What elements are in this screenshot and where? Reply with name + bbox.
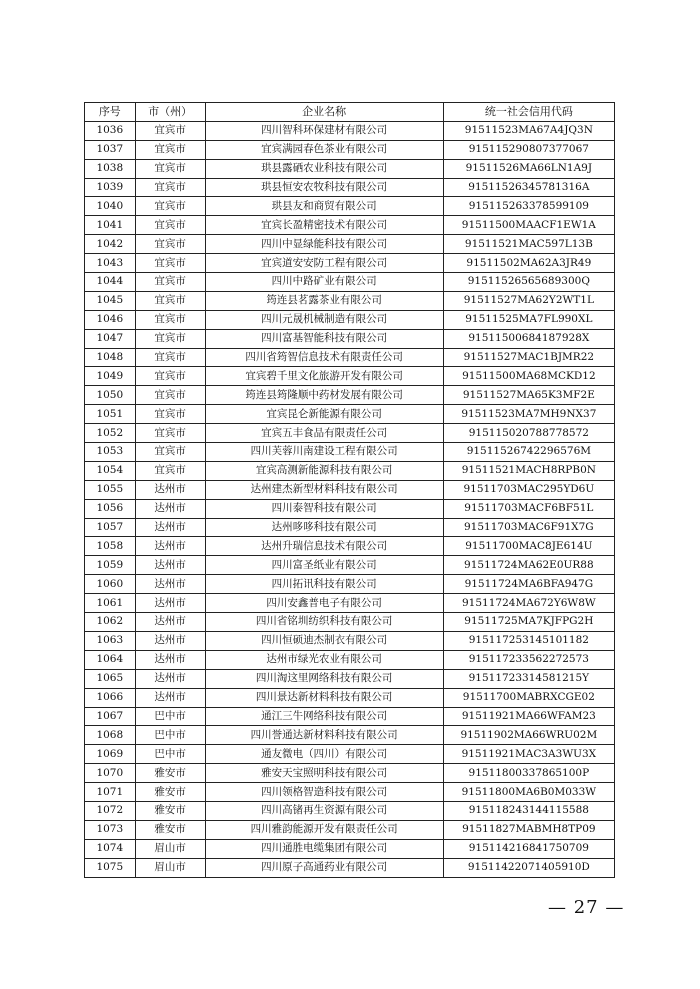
city-cell: 宜宾市: [135, 254, 205, 273]
credit-code-cell: 91511902MA66WRU02M: [443, 726, 614, 745]
serial-cell: 1067: [85, 707, 136, 726]
table-row: [85, 537, 615, 556]
company-cell: 珙县露硒农业科技有限公司: [205, 159, 443, 178]
credit-code-cell: 91511526565689300Q: [443, 273, 614, 292]
serial-cell: 1050: [85, 386, 136, 405]
table-row: [85, 839, 615, 858]
serial-cell: 1055: [85, 480, 136, 499]
table-row: [85, 310, 615, 329]
company-cell: 宜宾昆仑新能源有限公司: [205, 405, 443, 424]
table-row: [85, 121, 615, 140]
credit-code-cell: 91511500MA68MCKD12: [443, 367, 614, 386]
credit-code-cell: 91511703MAC6F91X7G: [443, 518, 614, 537]
company-cell: 四川芙蓉川南建设工程有限公司: [205, 443, 443, 462]
table-row: [85, 858, 615, 877]
serial-cell: 1070: [85, 764, 136, 783]
credit-code-cell: 91511724MA672Y6W8W: [443, 594, 614, 613]
company-cell: 四川富基智能科技有限公司: [205, 329, 443, 348]
serial-cell: 1061: [85, 594, 136, 613]
company-cell: 四川元晟机械制造有限公司: [205, 310, 443, 329]
serial-cell: 1075: [85, 858, 136, 877]
header-credit-code: 统一社会信用代码: [443, 103, 614, 122]
table-row: [85, 367, 615, 386]
company-cell: 四川中显绿能科技有限公司: [205, 235, 443, 254]
credit-code-cell: 91511724MA62E0UR88: [443, 556, 614, 575]
credit-code-cell: 91511700MAC8JE614U: [443, 537, 614, 556]
credit-code-cell: 91511527MA62Y2WT1L: [443, 291, 614, 310]
credit-code-cell: 91511921MA66WFAM23: [443, 707, 614, 726]
city-cell: 达州市: [135, 499, 205, 518]
table-row: [85, 140, 615, 159]
company-cell: 四川领格智造科技有限公司: [205, 783, 443, 802]
serial-cell: 1045: [85, 291, 136, 310]
credit-code-cell: 91511521MAC597L13B: [443, 235, 614, 254]
company-cell: 四川智科环保建材有限公司: [205, 121, 443, 140]
credit-code-cell: 915114216841750709: [443, 839, 614, 858]
table-row: [85, 386, 615, 405]
serial-cell: 1069: [85, 745, 136, 764]
company-cell: 宜宾五丰食品有限责任公司: [205, 424, 443, 443]
credit-code-cell: 91511527MA65K3MF2E: [443, 386, 614, 405]
credit-code-cell: 91511502MA62A3JR49: [443, 254, 614, 273]
table-row: [85, 235, 615, 254]
city-cell: 达州市: [135, 631, 205, 650]
company-cell: 宜宾满园春色茶业有限公司: [205, 140, 443, 159]
city-cell: 宜宾市: [135, 140, 205, 159]
credit-code-cell: 91511700MABRXCGE02: [443, 688, 614, 707]
table-row: [85, 348, 615, 367]
table-row: [85, 688, 615, 707]
credit-code-cell: 91511921MAC3A3WU3X: [443, 745, 614, 764]
credit-code-cell: 91511525MA7FL990XL: [443, 310, 614, 329]
table-row: [85, 783, 615, 802]
serial-cell: 1041: [85, 216, 136, 235]
serial-cell: 1056: [85, 499, 136, 518]
city-cell: 巴中市: [135, 745, 205, 764]
credit-code-cell: 915118243144115588: [443, 801, 614, 820]
credit-code-cell: 91511526742296576M: [443, 443, 614, 462]
city-cell: 雅安市: [135, 820, 205, 839]
company-cell: 宜宾碧千里文化旅游开发有限公司: [205, 367, 443, 386]
company-cell: 达州建杰新型材料科技有限公司: [205, 480, 443, 499]
table-row: [85, 405, 615, 424]
serial-cell: 1042: [85, 235, 136, 254]
credit-code-cell: 91511703MACF6BF51L: [443, 499, 614, 518]
page-number: — 27 —: [548, 897, 625, 918]
city-cell: 达州市: [135, 556, 205, 575]
table-row: [85, 575, 615, 594]
company-cell: 四川誉通达新材料科技有限公司: [205, 726, 443, 745]
company-cell: 四川泰智科技有限公司: [205, 499, 443, 518]
city-cell: 达州市: [135, 669, 205, 688]
credit-code-cell: 91511725MA7KJFPG2H: [443, 613, 614, 632]
serial-cell: 1060: [85, 575, 136, 594]
header-city: 市（州）: [135, 103, 205, 122]
credit-code-cell: 915117233562272573: [443, 650, 614, 669]
serial-cell: 1057: [85, 518, 136, 537]
table-row: [85, 443, 615, 462]
table-row: [85, 461, 615, 480]
credit-code-cell: 915117253145101182: [443, 631, 614, 650]
serial-cell: 1043: [85, 254, 136, 273]
credit-code-cell: 91511521MACH8RPB0N: [443, 461, 614, 480]
serial-cell: 1065: [85, 669, 136, 688]
credit-code-cell: 91511523MA7MH9NX37: [443, 405, 614, 424]
serial-cell: 1049: [85, 367, 136, 386]
company-cell: 四川省铭圳纺织科技有限公司: [205, 613, 443, 632]
credit-code-cell: 91511526345781316A: [443, 178, 614, 197]
company-cell: 四川富圣纸业有限公司: [205, 556, 443, 575]
city-cell: 宜宾市: [135, 310, 205, 329]
table-row: [85, 518, 615, 537]
credit-code-cell: 91511523MA67A4JQ3N: [443, 121, 614, 140]
table-row: [85, 650, 615, 669]
serial-cell: 1046: [85, 310, 136, 329]
company-cell: 四川中路矿业有限公司: [205, 273, 443, 292]
company-cell: 四川拓讯科技有限公司: [205, 575, 443, 594]
enterprise-table: [84, 102, 615, 878]
city-cell: 巴中市: [135, 707, 205, 726]
table-row: [85, 745, 615, 764]
credit-code-cell: 91511724MA6BFA947G: [443, 575, 614, 594]
table-row: [85, 159, 615, 178]
city-cell: 巴中市: [135, 726, 205, 745]
serial-cell: 1068: [85, 726, 136, 745]
table-row: [85, 820, 615, 839]
company-cell: 四川安鑫普电子有限公司: [205, 594, 443, 613]
table-row: [85, 764, 615, 783]
company-cell: 通友微电（四川）有限公司: [205, 745, 443, 764]
serial-cell: 1044: [85, 273, 136, 292]
city-cell: 宜宾市: [135, 348, 205, 367]
city-cell: 达州市: [135, 688, 205, 707]
city-cell: 宜宾市: [135, 291, 205, 310]
city-cell: 宜宾市: [135, 367, 205, 386]
company-cell: 达州市绿光农业有限公司: [205, 650, 443, 669]
credit-code-cell: 91511827MABMH8TP09: [443, 820, 614, 839]
city-cell: 宜宾市: [135, 273, 205, 292]
serial-cell: 1053: [85, 443, 136, 462]
credit-code-cell: 91511527MAC1BJMR22: [443, 348, 614, 367]
table-row: [85, 273, 615, 292]
serial-cell: 1037: [85, 140, 136, 159]
credit-code-cell: 91511500684187928X: [443, 329, 614, 348]
company-cell: 四川雅韵能源开发有限责任公司: [205, 820, 443, 839]
table-row: [85, 178, 615, 197]
company-cell: 宜宾道安安防工程有限公司: [205, 254, 443, 273]
serial-cell: 1064: [85, 650, 136, 669]
city-cell: 雅安市: [135, 764, 205, 783]
table-row: [85, 424, 615, 443]
serial-cell: 1072: [85, 801, 136, 820]
company-cell: 雅安天宝照明科技有限公司: [205, 764, 443, 783]
credit-code-cell: 91511800MA6B0M033W: [443, 783, 614, 802]
serial-cell: 1040: [85, 197, 136, 216]
city-cell: 宜宾市: [135, 386, 205, 405]
city-cell: 宜宾市: [135, 178, 205, 197]
credit-code-cell: 91511526MA66LN1A9J: [443, 159, 614, 178]
table-row: [85, 631, 615, 650]
table-row: [85, 707, 615, 726]
serial-cell: 1038: [85, 159, 136, 178]
credit-code-cell: 91511422071405910D: [443, 858, 614, 877]
table-row: [85, 556, 615, 575]
credit-code-cell: 915115290807377067: [443, 140, 614, 159]
credit-code-cell: 91511500MAACF1EW1A: [443, 216, 614, 235]
table-row: [85, 254, 615, 273]
company-cell: 通江三牛网络科技有限公司: [205, 707, 443, 726]
city-cell: 达州市: [135, 537, 205, 556]
city-cell: 达州市: [135, 575, 205, 594]
serial-cell: 1058: [85, 537, 136, 556]
company-cell: 四川淘这里网络科技有限公司: [205, 669, 443, 688]
city-cell: 眉山市: [135, 858, 205, 877]
table-row: [85, 669, 615, 688]
table-row: [85, 329, 615, 348]
city-cell: 宜宾市: [135, 159, 205, 178]
serial-cell: 1059: [85, 556, 136, 575]
company-cell: 四川景达新材料科技有限公司: [205, 688, 443, 707]
table-row: [85, 801, 615, 820]
city-cell: 眉山市: [135, 839, 205, 858]
city-cell: 雅安市: [135, 783, 205, 802]
serial-cell: 1073: [85, 820, 136, 839]
table-header-row: [85, 103, 615, 122]
serial-cell: 1039: [85, 178, 136, 197]
serial-cell: 1047: [85, 329, 136, 348]
table-row: [85, 197, 615, 216]
serial-cell: 1054: [85, 461, 136, 480]
company-cell: 筠连县筠隆顺中药材发展有限公司: [205, 386, 443, 405]
city-cell: 达州市: [135, 594, 205, 613]
serial-cell: 1066: [85, 688, 136, 707]
city-cell: 达州市: [135, 480, 205, 499]
city-cell: 宜宾市: [135, 461, 205, 480]
company-cell: 达州升瑞信息技术有限公司: [205, 537, 443, 556]
company-cell: 珙县友和商贸有限公司: [205, 197, 443, 216]
company-cell: 宜宾高测新能源科技有限公司: [205, 461, 443, 480]
city-cell: 宜宾市: [135, 197, 205, 216]
company-cell: 四川高锗再生资源有限公司: [205, 801, 443, 820]
credit-code-cell: 91511800337865100P: [443, 764, 614, 783]
city-cell: 宜宾市: [135, 235, 205, 254]
header-serial: 序号: [85, 103, 136, 122]
table-row: [85, 613, 615, 632]
serial-cell: 1036: [85, 121, 136, 140]
company-cell: 四川省筠智信息技术有限责任公司: [205, 348, 443, 367]
city-cell: 达州市: [135, 613, 205, 632]
credit-code-cell: 915115263378599109: [443, 197, 614, 216]
company-cell: 四川通胜电缆集团有限公司: [205, 839, 443, 858]
table-row: [85, 726, 615, 745]
table-row: [85, 594, 615, 613]
city-cell: 宜宾市: [135, 443, 205, 462]
serial-cell: 1071: [85, 783, 136, 802]
serial-cell: 1063: [85, 631, 136, 650]
company-cell: 四川原子高通药业有限公司: [205, 858, 443, 877]
credit-code-cell: 915115020788778572: [443, 424, 614, 443]
serial-cell: 1062: [85, 613, 136, 632]
city-cell: 宜宾市: [135, 405, 205, 424]
city-cell: 达州市: [135, 650, 205, 669]
table-row: [85, 499, 615, 518]
city-cell: 雅安市: [135, 801, 205, 820]
city-cell: 宜宾市: [135, 424, 205, 443]
table-row: [85, 480, 615, 499]
table-row: [85, 216, 615, 235]
serial-cell: 1074: [85, 839, 136, 858]
header-company: 企业名称: [205, 103, 443, 122]
credit-code-cell: 91511723314581215Y: [443, 669, 614, 688]
serial-cell: 1051: [85, 405, 136, 424]
company-cell: 达州哆哆科技有限公司: [205, 518, 443, 537]
city-cell: 宜宾市: [135, 329, 205, 348]
company-cell: 宜宾长盈精密技术有限公司: [205, 216, 443, 235]
company-cell: 筠连县茗露茶业有限公司: [205, 291, 443, 310]
company-cell: 四川恒硕迪杰制衣有限公司: [205, 631, 443, 650]
serial-cell: 1048: [85, 348, 136, 367]
table-body: [85, 121, 615, 877]
company-cell: 珙县恒安农牧科技有限公司: [205, 178, 443, 197]
table-row: [85, 291, 615, 310]
serial-cell: 1052: [85, 424, 136, 443]
credit-code-cell: 91511703MAC295YD6U: [443, 480, 614, 499]
city-cell: 达州市: [135, 518, 205, 537]
city-cell: 宜宾市: [135, 121, 205, 140]
city-cell: 宜宾市: [135, 216, 205, 235]
